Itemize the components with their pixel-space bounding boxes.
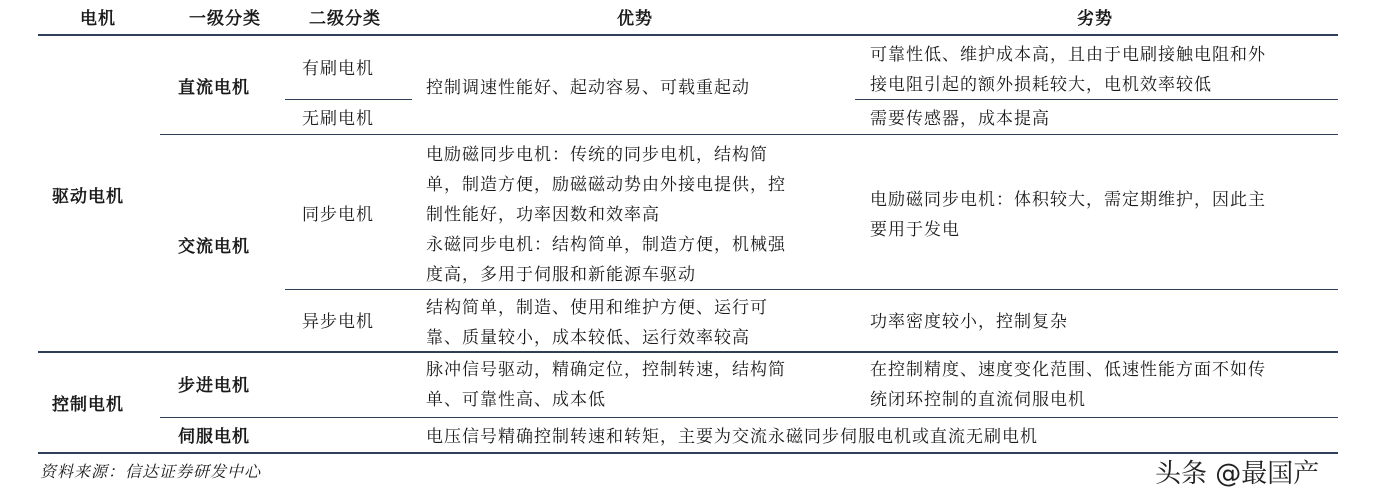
table-bottom-rule	[38, 452, 1338, 454]
level2-async: 异步电机	[302, 312, 374, 332]
disadvantage-sync-line: 电励磁同步电机：体积较大，需定期维护，因此主	[870, 190, 1266, 210]
level1-ac: 交流电机	[178, 237, 250, 257]
header-level1: 一级分类	[189, 9, 261, 29]
advantage-sync-line: 度高，多用于伺服和新能源车驱动	[426, 265, 696, 285]
level2-brushed: 有刷电机	[302, 59, 374, 79]
watermark: 头条 @最国产	[1155, 459, 1320, 489]
disadvantage-stepper-line: 统闭环控制的直流伺服电机	[870, 390, 1086, 410]
disadvantage-brushed	[870, 40, 1266, 100]
group-control: 控制电机	[52, 395, 124, 415]
advantage-sync-line: 电励磁同步电机：传统的同步电机，结构简	[426, 145, 768, 165]
advantage-async-line: 结构简单，制造、使用和维护方便、运行可	[426, 298, 768, 318]
advantage-stepper-line: 脉冲信号驱动，精确定位，控制转速，结构简	[426, 360, 786, 380]
rule-brush-split	[285, 99, 412, 100]
advantage-servo: 电压信号精确控制转速和转矩，主要为交流永磁同步伺服电机或直流无刷电机	[426, 427, 1038, 447]
source-note: 资料来源：信达证券研发中心	[40, 462, 262, 481]
disadvantage-brushless: 需要传感器，成本提高	[870, 109, 1050, 129]
disadvantage-stepper	[870, 355, 1266, 415]
header-motor: 电机	[80, 9, 116, 29]
header-level2: 二级分类	[309, 9, 381, 29]
advantage-async	[426, 293, 768, 353]
advantage-sync-line: 制性能好，功率因数和效率高	[426, 205, 660, 225]
level1-dc: 直流电机	[178, 78, 250, 98]
advantage-sync-line: 单，制造方便，励磁磁动势由外接电提供，控	[426, 175, 786, 195]
advantage-sync-line: 永磁同步电机：结构简单，制造方便，机械强	[426, 235, 786, 255]
advantage-dc: 控制调速性能好、起动容易、可载重起动	[426, 78, 750, 98]
level2-sync: 同步电机	[302, 205, 374, 225]
level1-servo: 伺服电机	[178, 427, 250, 447]
advantage-stepper-line: 单、可靠性高、成本低	[426, 390, 606, 410]
header-advantage: 优势	[617, 9, 653, 29]
header-disadvantage: 劣势	[1077, 9, 1113, 29]
disadvantage-brushed-line: 可靠性低、维护成本高，且由于电刷接触电阻和外	[870, 45, 1266, 65]
disadvantage-async: 功率密度较小，控制复杂	[870, 312, 1068, 332]
advantage-stepper	[426, 355, 786, 415]
header-rule	[38, 34, 1338, 36]
disadvantage-stepper-line: 在控制精度、速度变化范围、低速性能方面不如传	[870, 360, 1266, 380]
level1-stepper: 步进电机	[178, 376, 250, 396]
rule-dc-ac	[160, 134, 1338, 135]
group-drive: 驱动电机	[52, 187, 124, 207]
level2-brushless: 无刷电机	[302, 109, 374, 129]
disadvantage-brushed-line: 接电阻引起的额外损耗较大，电机效率较低	[870, 75, 1212, 95]
advantage-async-line: 靠、质量较小，成本较低、运行效率较高	[426, 328, 750, 348]
advantage-sync	[426, 140, 786, 290]
disadvantage-sync	[870, 185, 1266, 245]
disadvantage-sync-line: 要用于发电	[870, 220, 960, 240]
rule-stepper-servo	[160, 417, 1338, 418]
